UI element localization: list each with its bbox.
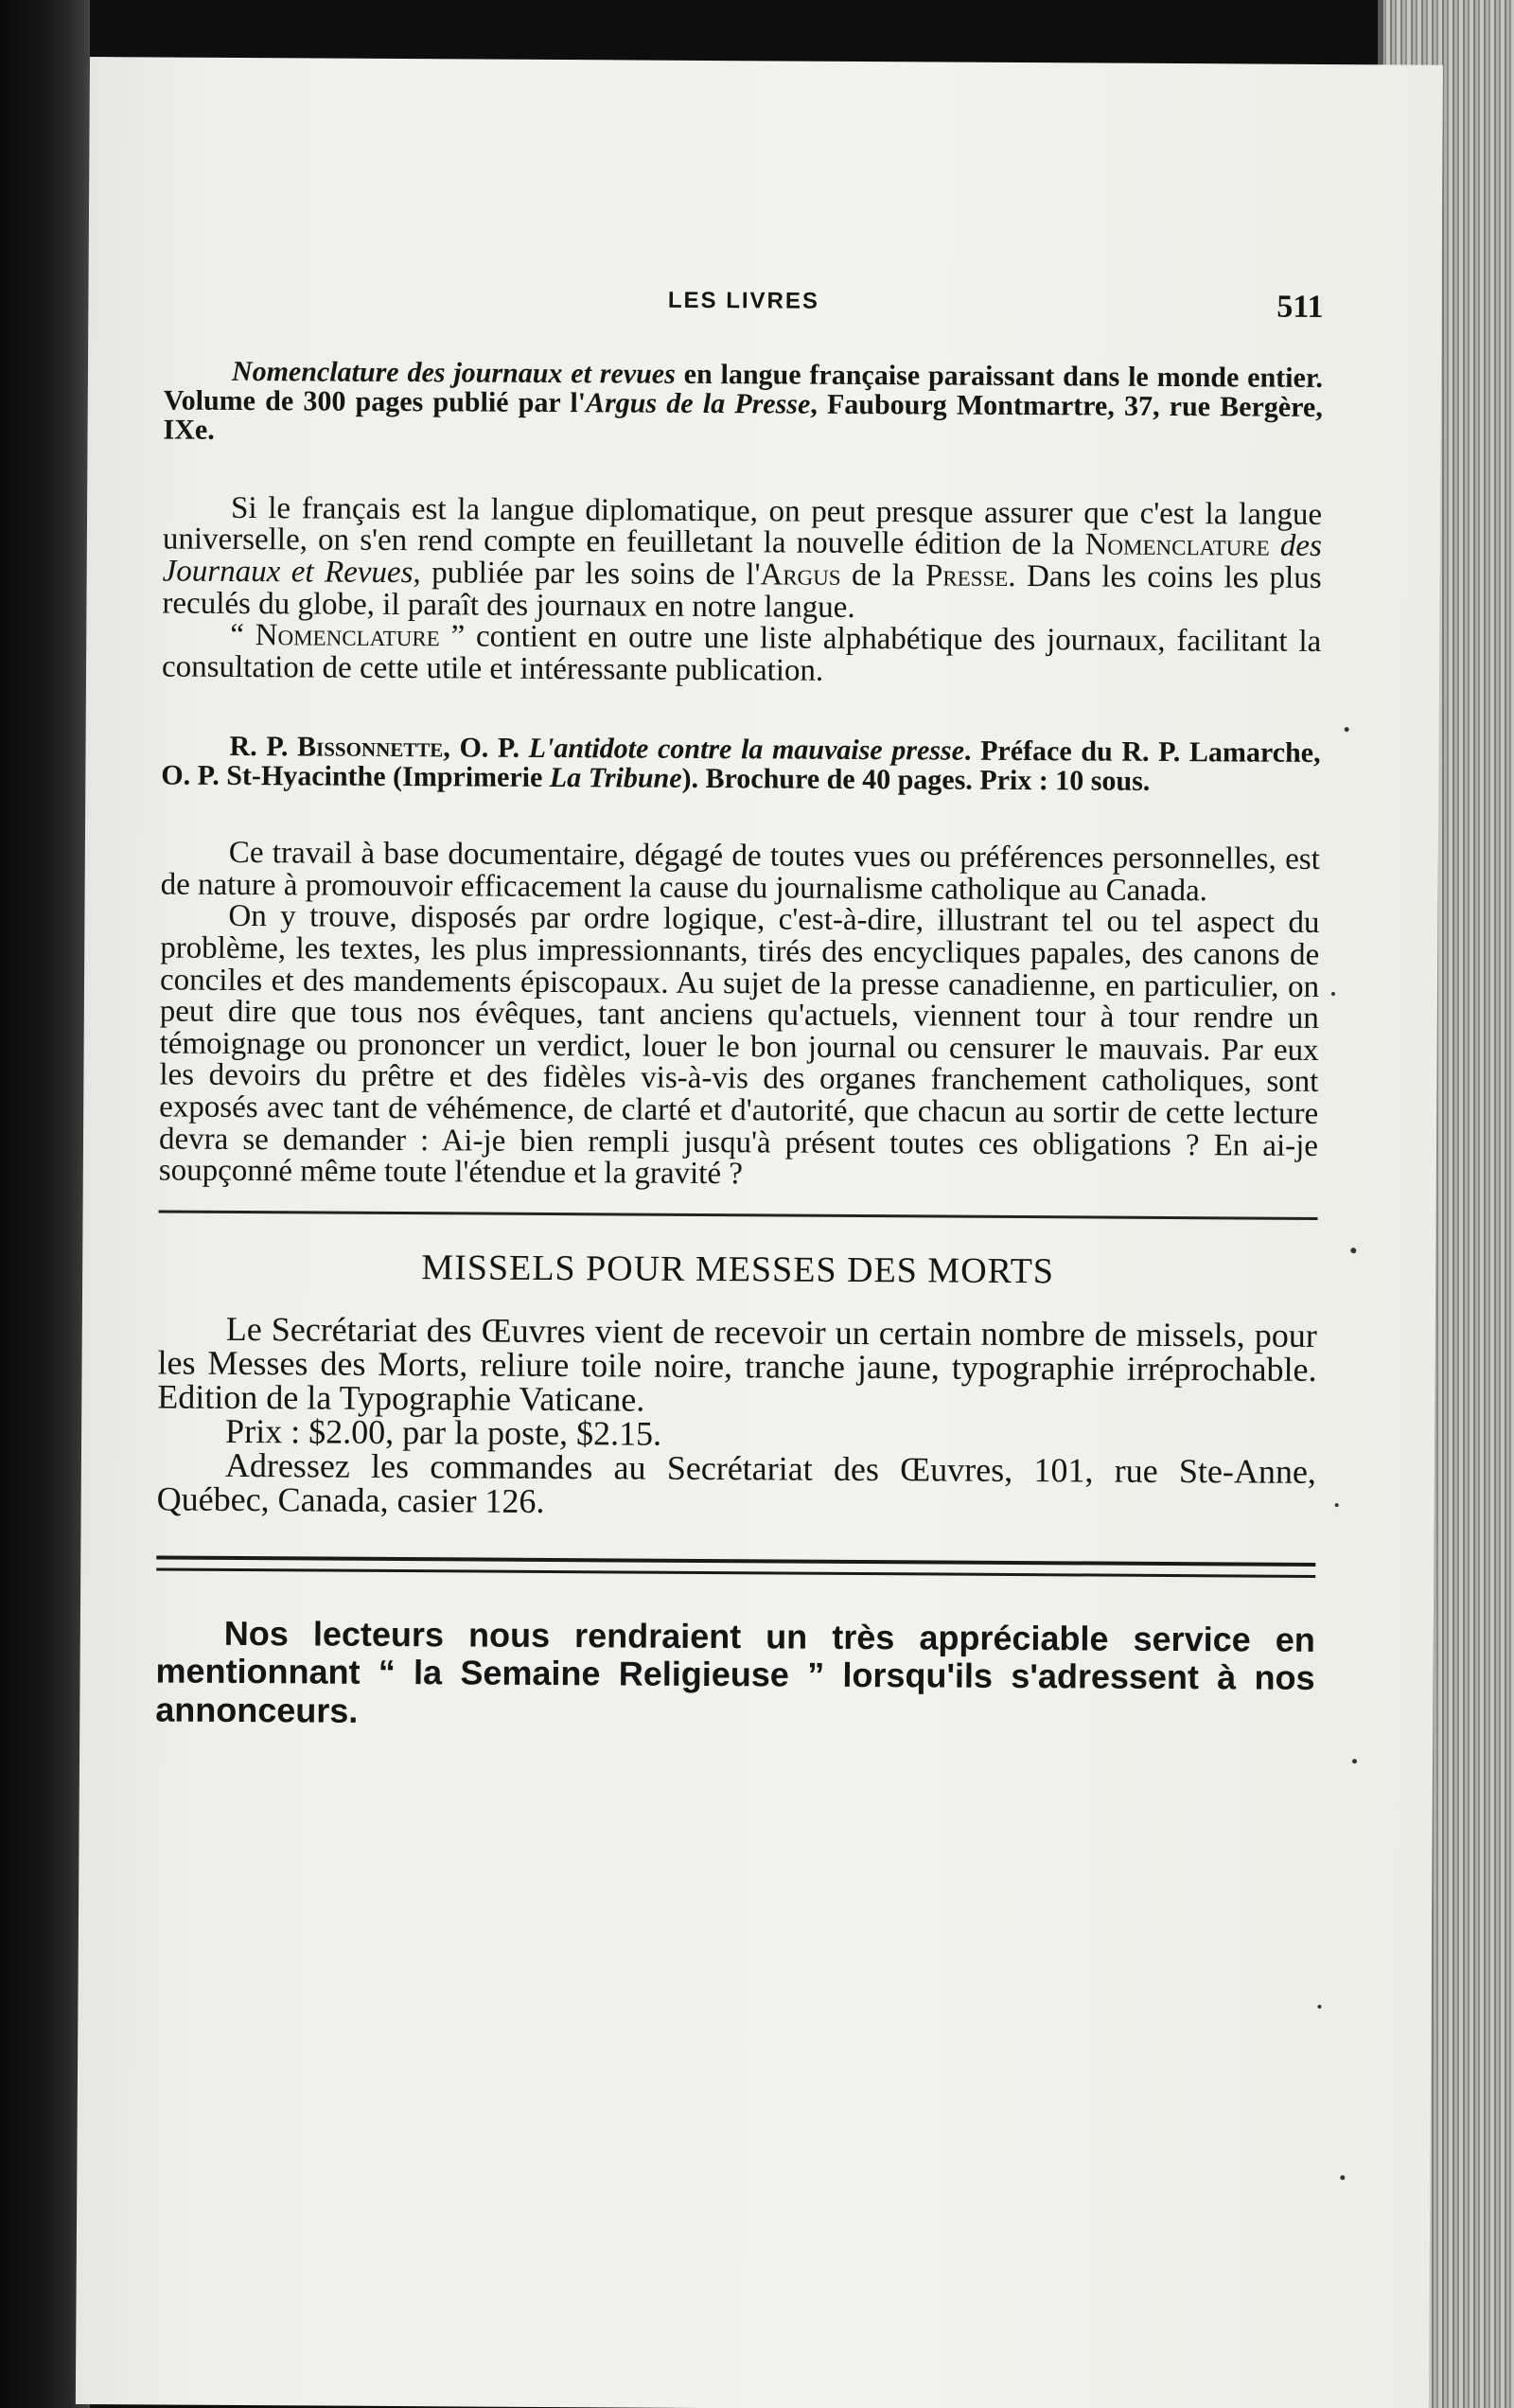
double-rule-divider — [156, 1556, 1315, 1578]
citation-text: , O. P. — [443, 731, 529, 764]
missels-price: Prix : $2.00, par la poste, $2.15. — [225, 1411, 662, 1453]
review-2-citation — [161, 731, 1320, 797]
review-2-paragraph-2: On y trouve, disposés par ordre logique, c'est-à-dire, illustrant tel ou tel aspect du problème, les textes, les plus impressionnants, tirés des encycliques papales, des canons de conciles et des mandements épiscopaux. Au sujet de la presse canadienne, en particulier, on peut dire que tous nos évêques, tant anciens qu'actuels, viennent tour à tour rendre un témoignage ou prononcer un verdict, louer le bon journal ou censurer le mauvais. Par eux les devoirs du prêtre et des fidèles vis-à-vis des organes franchement catholiques, sont exposés avec tant de véhémence, de clarté et d'autorité, que chacun au sortir de cette lecture devra se demander : Ai-je bien rempli jusqu'à présent toutes ces obligations ? En ai-je soupçonné même toute l'étendue et la gravité ? — [158, 899, 1320, 1192]
missels-paragraph: Le Secrétariat des Œuvres vient de recevoir un certain nombre de missels, pour les Messes des Morts, reliure toile noire, tranche jaune, typographie irréprochable. Edition de la Typographie Vaticane. — [157, 1309, 1317, 1419]
review-2-body — [159, 837, 1320, 1195]
text-run: de la — [840, 558, 926, 593]
text-run-smallcaps: Presse — [924, 558, 1009, 593]
review-1-body — [162, 492, 1322, 690]
text-run: ” contient en outre une liste alphabétique des journaux, facilitant la consultation de cette utile et intéressante publication. — [161, 619, 1322, 688]
citation-publisher: Argus de la Presse — [585, 387, 811, 420]
page-content — [155, 274, 1323, 1735]
section-divider — [159, 1211, 1318, 1220]
text-run-smallcaps: Nomenclature — [255, 618, 440, 654]
page-number: 511 — [1276, 289, 1324, 325]
section-heading: MISSELS POUR MESSES DES MORTS — [421, 1248, 1055, 1292]
citation-address: , Faubourg Montmartre, 37, rue Bergère, IXe. — [163, 388, 1323, 447]
citation-title: Nomenclature des journaux et revues — [231, 355, 676, 390]
missels-section — [157, 1246, 1318, 1523]
citation-text: en langue française paraissant dans le monde entier. Volume de 300 pages publié par l' — [163, 358, 1324, 419]
review-1-paragraph-2 — [162, 620, 1321, 691]
book-page — [76, 57, 1443, 2408]
text-run: , publiée par les soins de l' — [413, 555, 761, 593]
book-binding-shadow — [0, 0, 90, 2408]
text-run-smallcaps: Nomenclature — [1084, 527, 1270, 563]
text-run: Si le français est la langue diplomatique, on peut presque assurer que c'est la langue universelle, on s'en rend compte en feuilletant la nouvelle édition de la — [162, 490, 1323, 562]
citation-text: ). Brochure de 40 pages. Prix : 10 sous. — [681, 762, 1151, 797]
review-2-paragraph-1: Ce travail à base documentaire, dégagé de toutes vues ou préférences personnelles, est de nature à promouvoir efficacement la cause du journalisme catholique au Canada. — [160, 835, 1320, 908]
review-1-citation — [163, 356, 1323, 452]
text-run: . Dans les coins les plus reculés du globe, il paraît des journaux en notre langue. — [162, 558, 1322, 625]
text-run: “ — [230, 618, 255, 653]
text-run — [1270, 529, 1280, 563]
running-title: LES LIVRES — [667, 287, 820, 314]
running-head — [164, 274, 1323, 357]
citation-printer: La Tribune — [549, 761, 682, 794]
citation-text: . Préface du R. P. Lamarche, O. P. St-Hyacinthe (Imprimerie — [161, 735, 1321, 793]
notice-text: Nos lecteurs nous rendraient un très appréciable service en mentionnant “ la Semaine Religieuse ” lorsqu'ils s'adressent à nos annonceurs. — [155, 1613, 1315, 1730]
text-run-smallcaps: Argus — [760, 558, 841, 593]
citation-author: R. P. Bissonnette — [229, 730, 444, 763]
review-1-paragraph-1 — [162, 492, 1322, 627]
missels-address: Adressez les commandes au Secrétariat des Œuvres, 101, rue Ste-Anne, Québec, Canada, casier 126. — [156, 1445, 1317, 1521]
paper-specks — [90, 57, 1443, 65]
citation-title: L'antidote contre la mauvaise presse — [528, 732, 965, 767]
reader-notice — [155, 1615, 1315, 1736]
text-run-italic: des Journaux et Revues — [162, 528, 1322, 590]
